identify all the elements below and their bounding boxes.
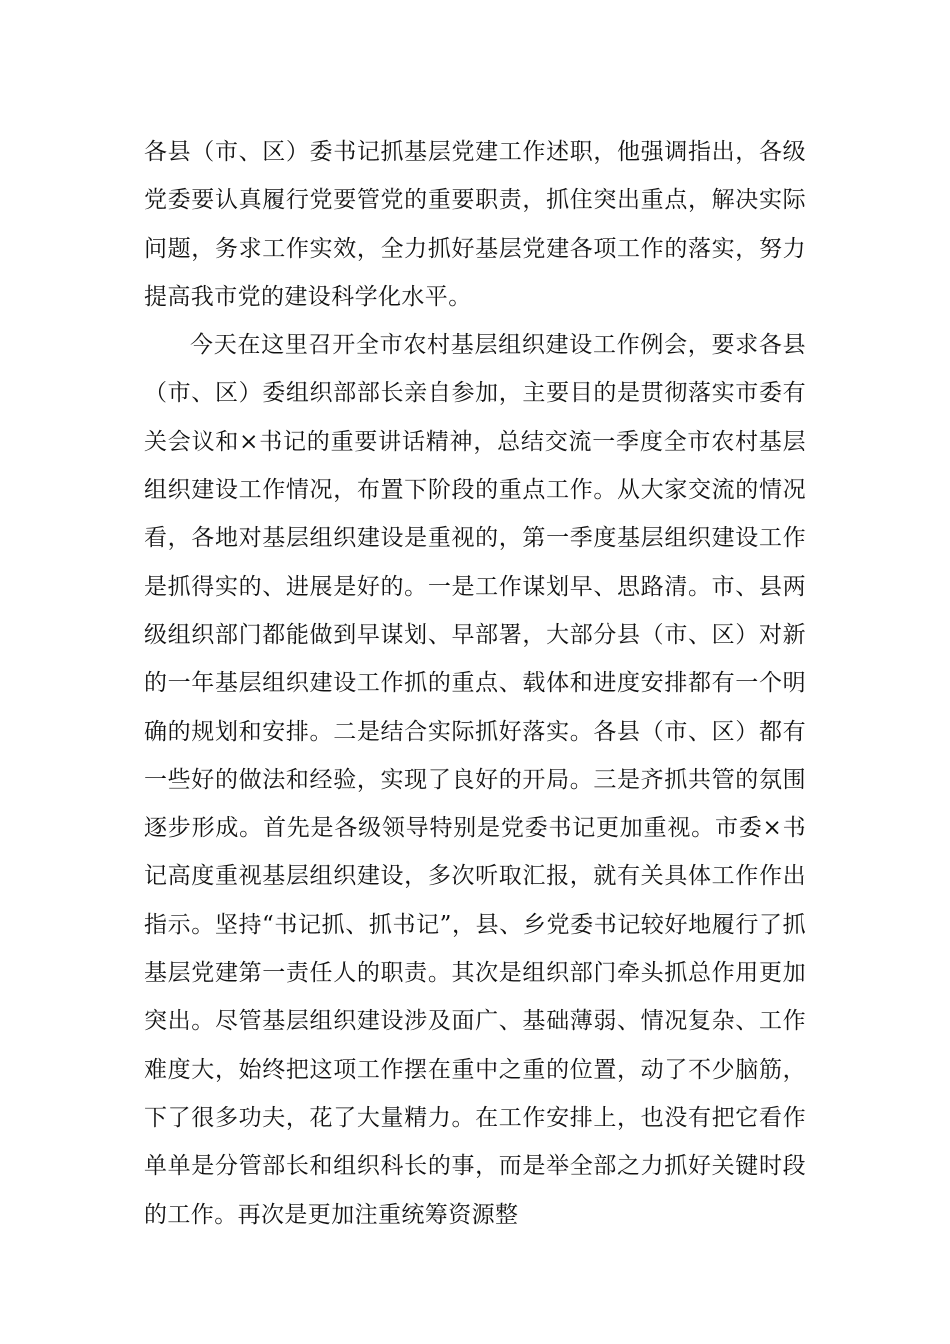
paragraph-continued: 各县（市、区）委书记抓基层党建工作述职，他强调指出，各级党委要认真履行党要管党的重要职责，抓住突出重点，解决实际问题，务求工作实效，全力抓好基层党建各项工作的落实，努力提高我市党的建设科学化水平。 <box>144 139 806 310</box>
paragraph-meeting-summary: 今天在这里召开全市农村基层组织建设工作例会，要求各县（市、区）委组织部部长亲自参加，主要目的是贯彻落实市委有关会议和×书记的重要讲话精神，总结交流一季度全市农村基层组织建设工作情况，布置下阶段的重点工作。从大家交流的情况看，各地对基层组织建设是重视的，第一季度基层组织建设工作是抓得实的、进展是好的。一是工作谋划早、思路清。市、县两级组织部门都能做到早谋划、早部署，大部分县（市、区）对新的一年基层组织建设工作抓的重点、载体和进度安排都有一个明确的规划和安排。二是结合实际抓好落实。各县（市、区）都有一些好的做法和经验，实现了良好的开局。三是齐抓共管的氛围逐步形成。首先是各级领导特别是党委书记更加重视。市委×书记高度重视基层组织建设，多次听取汇报，就有关具体工作作出指示。坚持“书记抓、抓书记”，县、乡党委书记较好地履行了抓基层党建第一责任人的职责。其次是组织部门牵头抓总作用更加突出。尽管基层组织建设涉及面广、基础薄弱、情况复杂、工作难度大，始终把这项工作摆在重中之重的位置，动了不少脑筋，下了很多功夫，花了大量精力。在工作安排上，也没有把它看作单单是分管部长和组织科长的事，而是举全部之力抓好关键时段的工作。再次是更加注重统筹资源整 <box>144 332 806 1228</box>
document-body <box>144 128 806 1239</box>
